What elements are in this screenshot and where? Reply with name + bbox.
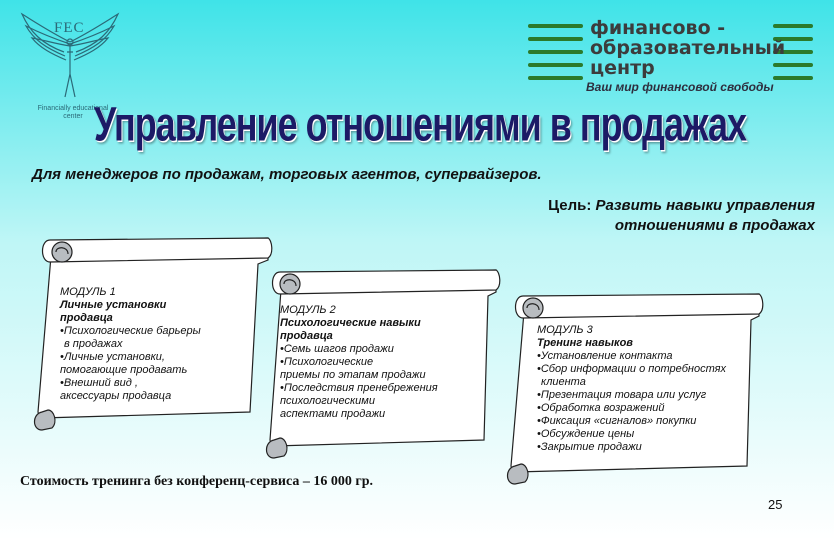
brand-line-1: финансово - <box>590 17 726 39</box>
goal-label: Цель <box>548 197 587 214</box>
module-item: •Последствия пренебрежения <box>280 382 438 394</box>
brand-line-2: образовательный <box>590 37 786 59</box>
page-title: Управление отношениями в продажах <box>93 96 747 152</box>
brand-line-3: центр <box>590 57 655 79</box>
page-number: 25 <box>768 497 783 512</box>
module-number: МОДУЛЬ 2 <box>280 304 336 316</box>
module-item: •Психологические барьеры <box>60 325 201 337</box>
module-item: клиента <box>541 376 586 388</box>
logo-tagline: Financially educational center <box>37 105 109 120</box>
goal-block: Цель: Развить навыки управления отношениями в продажах <box>548 197 815 234</box>
module-1-text <box>60 286 260 403</box>
module-item: •Фиксация «сигналов» покупки <box>537 415 697 427</box>
brand-slogan: Ваш мир финансовой свободы <box>586 80 774 94</box>
module-item: •Презентация товара или услуг <box>537 389 707 401</box>
module-item: •Семь шагов продажи <box>280 343 394 355</box>
module-item: •Внешний вид , <box>60 377 138 389</box>
fec-logo <box>20 12 120 120</box>
module-item: психологическими <box>280 395 375 407</box>
brand-logo <box>528 18 813 98</box>
module-title-line: Тренинг навыков <box>537 337 633 349</box>
module-title-line: продавца <box>60 312 113 324</box>
module-title-line: продавца <box>280 330 333 342</box>
module-number: МОДУЛЬ 1 <box>60 286 116 298</box>
module-item: в продажах <box>64 338 123 350</box>
module-3-text <box>537 324 757 454</box>
module-title-line: Психологические навыки <box>280 317 421 329</box>
module-item: •Личные установки, <box>60 351 165 363</box>
module-2-scroll <box>264 266 500 462</box>
logo-text: FEC <box>54 20 85 36</box>
module-item: •Обсуждение цены <box>537 428 635 440</box>
module-2-text <box>280 304 480 421</box>
module-1-scroll <box>28 232 276 432</box>
module-item: •Психологические <box>280 356 374 368</box>
module-item: аспектами продажи <box>280 408 386 420</box>
module-item: •Сбор информации о потребностях <box>537 363 727 375</box>
goal-text-1: Развить навыки управления <box>595 197 815 214</box>
module-item: аксессуары продавца <box>60 390 172 402</box>
module-item: помогающие продавать <box>60 364 188 376</box>
goal-text-2: отношениями в продажах <box>614 217 815 234</box>
module-number: МОДУЛЬ 3 <box>537 324 593 336</box>
logo-stripes-left <box>528 24 583 89</box>
module-item: •Установление контакта <box>537 350 673 362</box>
module-item: •Закрытие продажи <box>537 441 642 453</box>
module-title-line: Личные установки <box>60 299 167 311</box>
module-item: •Обработка возражений <box>537 402 665 414</box>
audience-text: Для менеджеров по продажам, торговых агентов, супервайзеров. <box>32 166 542 183</box>
price-text: Стоимость тренинга без конференц-сервиса – 16 000 гр. <box>20 474 373 489</box>
module-3-scroll <box>503 290 765 490</box>
module-item: приемы по этапам продажи <box>280 369 426 381</box>
